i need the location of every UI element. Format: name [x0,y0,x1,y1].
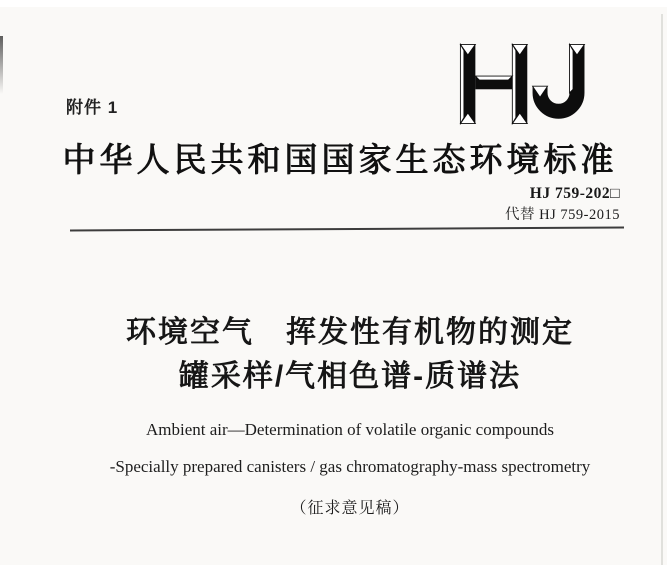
replaces-note: 代替 HJ 759-2015 [505,206,620,223]
scan-artifact-right-edge [661,14,663,565]
header-rule [70,227,624,232]
hj-logo [456,40,588,128]
scan-artifact-left-mark [0,36,3,94]
hj-logo-icon [456,40,588,128]
standard-heading: 中华人民共和国国家生态环境标准 [62,143,618,179]
attachment-label: 附件 1 [66,98,119,117]
draft-note: （征求意见稿） [290,500,410,517]
scan-top-strip [0,0,667,7]
doc-title-zh-line2: 罐采样/气相色谱-质谱法 [178,360,522,393]
standard-number: HJ 759-202□ [529,185,620,202]
doc-title-en-line2: -Specially prepared canisters / gas chromatography-mass spectrometry [109,457,591,476]
doc-title-en-line1: Ambient air—Determination of volatile organic compounds [145,420,555,439]
doc-title-zh-line1: 环境空气 挥发性有机物的测定 [126,316,574,349]
standard-number-block [505,186,620,222]
